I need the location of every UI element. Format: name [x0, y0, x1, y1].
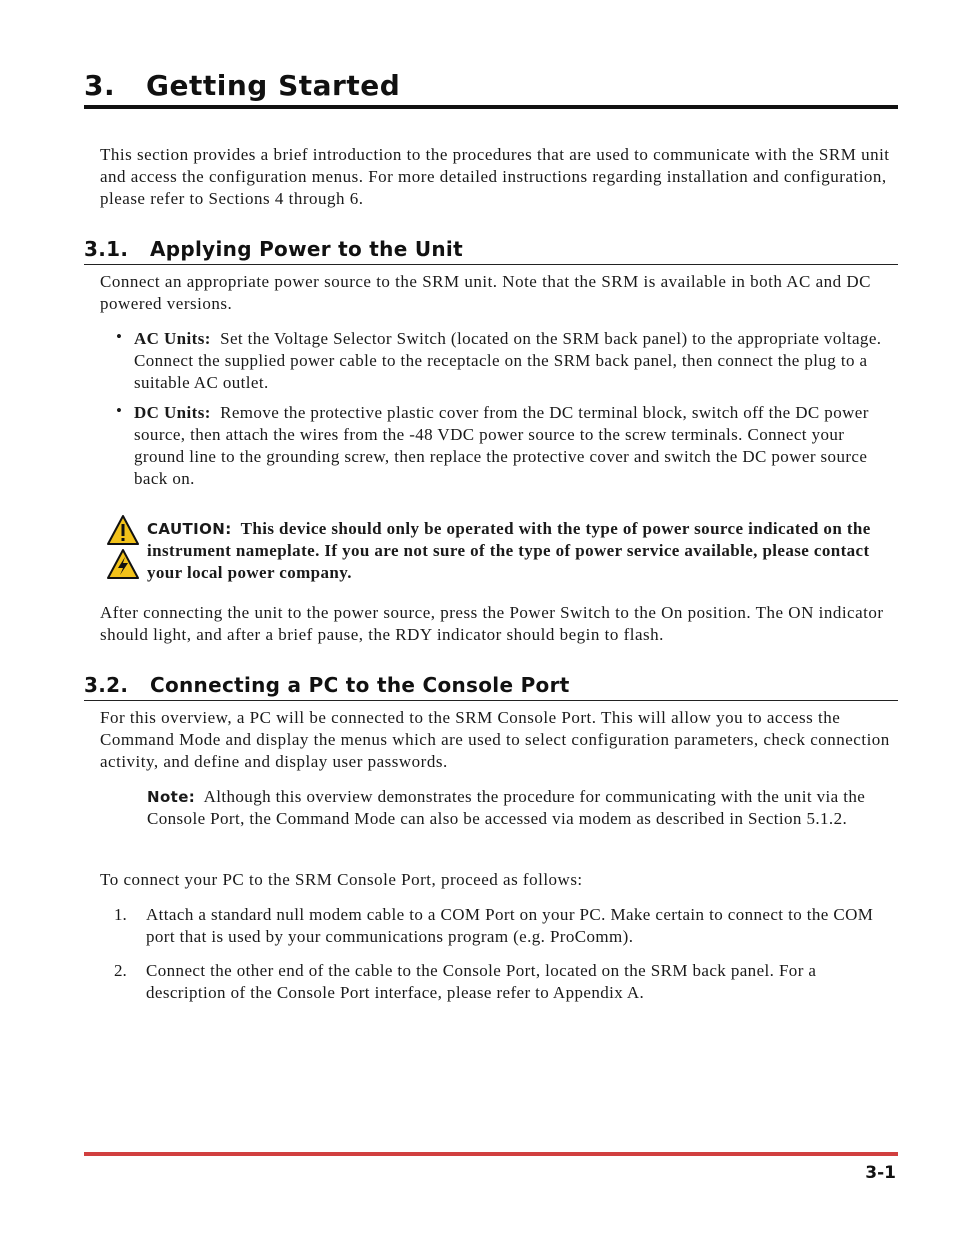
caution-text: This device should only be operated with the type of power source indicated on the instrument nameplate. If you are not sure of the type of power service available, please contact your local power company. [147, 519, 871, 582]
section-number: 3.2. [84, 673, 129, 697]
section-rule [84, 700, 898, 701]
steps-intro: To connect your PC to the SRM Console Port, proceed as follows: [100, 870, 583, 889]
bullet-dot: • [116, 401, 122, 420]
bullet-label: AC Units: [134, 329, 211, 348]
bullet-ac-units [134, 328, 896, 394]
section-1-intro: Connect an appropriate power source to the SRM unit. Note that the SRM is available in both AC and DC powered versions. [100, 272, 871, 313]
exclamation-warning-icon [106, 514, 140, 546]
chapter-title: Getting Started [146, 69, 401, 102]
bullet-text: Remove the protective plastic cover from the DC terminal block, switch off the DC power source, then attach the wires from the -48 VDC power source to the screw terminals. Connect your ground line to the grounding screw, then replace the protective cover and switch the DC power source back on. [134, 403, 869, 488]
bullet-dc-units [134, 402, 896, 490]
bullet-text: Set the Voltage Selector Switch (located on the SRM back panel) to the appropriate voltage. Connect the supplied power cable to the receptacle on the SRM back panel, then connect the plug to a suitable AC outlet. [134, 329, 882, 392]
section-2-intro: For this overview, a PC will be connected to the SRM Console Port. This will allow you to access the Command Mode and display the menus which are used to select configuration parameters, check connection activity, and define and display user passwords. [100, 708, 890, 771]
section-title: Connecting a PC to the Console Port [150, 673, 570, 697]
bullet-dot: • [116, 327, 122, 346]
section-heading-3-1 [84, 236, 898, 262]
footer-rule [84, 1152, 898, 1156]
note-label: Note: [147, 788, 196, 806]
electrical-hazard-icon [106, 548, 140, 580]
step-text: Attach a standard null modem cable to a COM Port on your PC. Make certain to connect to the COM port that is used by your communications program (e.g. ProComm). [146, 905, 874, 946]
note-text: Although this overview demonstrates the procedure for communicating with the unit via the Console Port, the Command Mode can also be accessed via modem as described in Section 5.1.2. [147, 787, 866, 828]
chapter-heading [84, 68, 898, 104]
chapter-number: 3. [84, 69, 116, 102]
caution-notice [147, 518, 877, 584]
caution-label: CAUTION: [147, 520, 232, 538]
section-1-after: After connecting the unit to the power source, press the Power Switch to the On position. The ON indicator should light, and after a brief pause, the RDY indicator should begin to flash. [100, 603, 884, 644]
chapter-rule [84, 105, 898, 109]
step-number: 2. [114, 961, 127, 980]
chapter-intro: This section provides a brief introduction to the procedures that are used to communicate with the SRM unit and access the configuration menus. For more detailed instructions regarding installation and configuration, please refer to Sections 4 through 6. [100, 145, 890, 208]
page-number: 3-1 [865, 1163, 896, 1183]
step-text: Connect the other end of the cable to the Console Port, located on the SRM back panel. For a description of the Console Port interface, please refer to Appendix A. [146, 961, 817, 1002]
section-number: 3.1. [84, 237, 129, 261]
section-title: Applying Power to the Unit [150, 237, 463, 261]
section-heading-3-2 [84, 672, 898, 698]
note-block [147, 786, 867, 830]
bullet-label: DC Units: [134, 403, 211, 422]
step-number: 1. [114, 905, 127, 924]
section-rule [84, 264, 898, 265]
